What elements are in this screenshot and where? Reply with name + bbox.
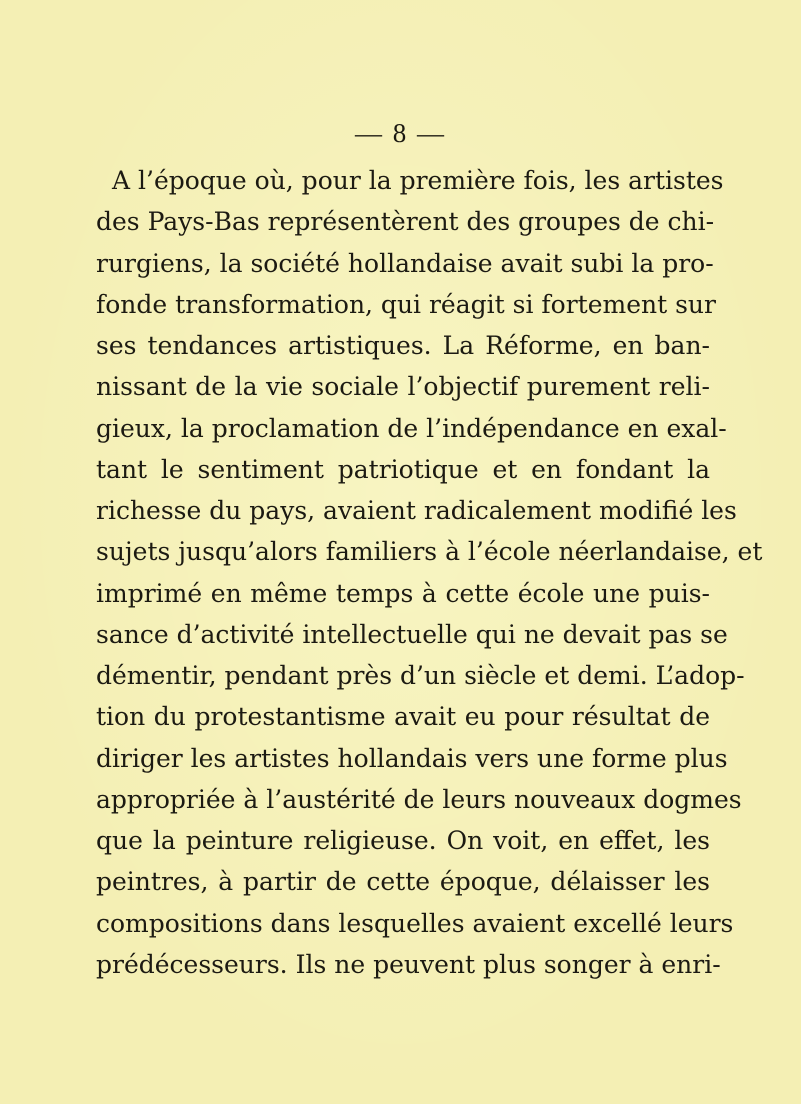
text-line-4: fonde transformation, qui réagit si fortement sur	[96, 289, 716, 319]
text-line-12: sance d’activité intellectuelle qui ne devait pas se	[96, 619, 728, 649]
text-line-3: rurgiens, la société hollandaise avait subi la pro-	[96, 248, 714, 278]
text-line-8: tant le sentiment patriotique et en fondant la	[96, 454, 710, 484]
text-line-9: richesse du pays, avaient radicalement modifié les	[96, 496, 737, 525]
text-line-14: tion du protestantisme avait eu pour résultat de	[96, 702, 710, 732]
body-text	[96, 160, 763, 985]
text-line-5: ses tendances artistiques. La Réforme, en ban-	[96, 331, 710, 360]
page-number: — 8 —	[355, 118, 446, 148]
text-line-1: A l’époque où, pour la première fois, les artistes	[112, 166, 724, 195]
text-line-6: nissant de la vie sociale l’objectif purement reli-	[96, 372, 710, 402]
text-line-11: imprimé en même temps à cette école une puis-	[96, 578, 710, 608]
text-line-16: appropriée à l’austérité de leurs nouveaux dogmes	[96, 784, 742, 814]
text-line-20: prédécesseurs. Ils ne peuvent plus songer à enri-	[96, 949, 721, 979]
text-line-18: peintres, à partir de cette époque, délaisser les	[96, 867, 710, 897]
text-line-7: gieux, la proclamation de l’indépendance en exal-	[96, 413, 727, 443]
text-line-13: démentir, pendant près d’un siècle et demi. L’adop-	[96, 661, 745, 690]
text-line-2: des Pays-Bas représentèrent des groupes de chi-	[96, 207, 715, 237]
text-line-15: diriger les artistes hollandais vers une forme plus	[96, 743, 728, 773]
text-line-10: sujets jusqu’alors familiers à l’école néerlandaise, et	[96, 537, 763, 567]
text-line-17: que la peinture religieuse. On voit, en effet, les	[96, 826, 710, 855]
text-line-19: compositions dans lesquelles avaient excellé leurs	[96, 908, 734, 938]
